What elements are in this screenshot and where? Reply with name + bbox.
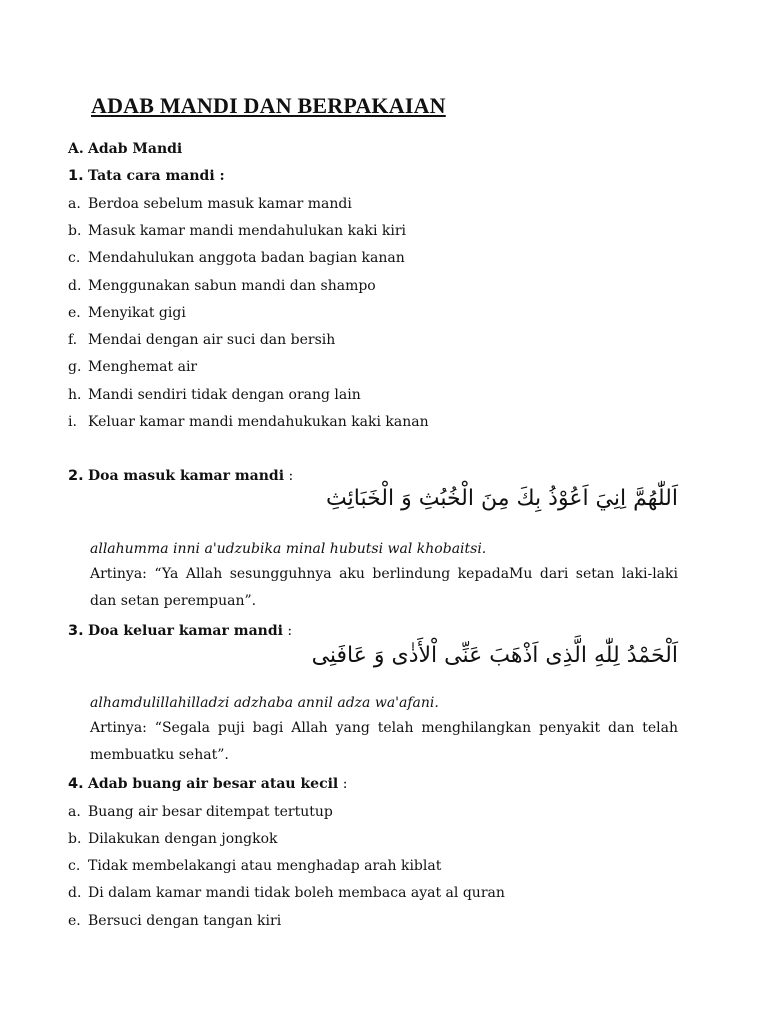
list-text: Tidak membelakangi atau menghadap arah kiblat xyxy=(88,858,442,874)
list-marker: a. xyxy=(68,196,81,212)
list-marker: a. xyxy=(68,804,81,820)
subsection-suffix: : xyxy=(338,776,348,792)
list-text: Keluar kamar mandi mendahukukan kaki kanan xyxy=(88,414,429,430)
list-item xyxy=(68,912,281,930)
subsection-marker: 3. xyxy=(68,623,84,639)
prayer-transliteration: alhamdulillahilladzi adzhaba annil adza wa'afani. xyxy=(90,695,439,711)
list-marker: e. xyxy=(68,305,81,321)
list-text: Mendahulukan anggota badan bagian kanan xyxy=(88,250,405,266)
list-item xyxy=(68,358,197,376)
list-marker: d. xyxy=(68,278,82,294)
subsection-1-heading xyxy=(68,167,225,185)
section-marker: A. xyxy=(68,141,84,157)
subsection-label: Doa masuk kamar mandi xyxy=(88,468,285,484)
subsection-label: Tata cara mandi : xyxy=(88,168,225,184)
subsection-marker: 2. xyxy=(68,468,84,484)
list-item xyxy=(68,195,352,213)
list-marker: g. xyxy=(68,359,82,375)
list-item xyxy=(68,830,278,848)
section-a-heading xyxy=(68,140,182,158)
list-text: Mandi sendiri tidak dengan orang lain xyxy=(88,387,361,403)
list-marker: f. xyxy=(68,332,78,348)
subsection-suffix: : xyxy=(282,623,293,639)
page-title: ADAB MANDI DAN BERPAKAIAN xyxy=(91,93,446,118)
list-item xyxy=(68,304,186,322)
list-item xyxy=(68,803,333,821)
arabic-prayer: اَللّٰهُمَّ اِنِيَ اَعُوْذُ بِكَ مِنَ الْخُبُثِ وَ الْخَبَائِثِ xyxy=(326,486,678,511)
list-item xyxy=(68,857,441,875)
list-marker: i. xyxy=(68,414,77,430)
list-marker: b. xyxy=(68,223,82,239)
subsection-marker: 1. xyxy=(68,168,84,184)
list-text: Mendai dengan air suci dan bersih xyxy=(88,332,336,348)
list-item xyxy=(68,331,335,349)
arabic-prayer: اَلْحَمْدُ لِلّٰهِ الَّذِى اَذْهَبَ عَنِّى اْلأَذٰى وَ عَافَنِى xyxy=(311,643,678,668)
list-marker: h. xyxy=(68,387,82,403)
subsection-4-heading xyxy=(68,775,347,793)
subsection-2-heading xyxy=(68,467,293,485)
list-marker: c. xyxy=(68,858,81,874)
list-text: Dilakukan dengan jongkok xyxy=(88,831,278,847)
list-item xyxy=(68,884,505,902)
list-text: Di dalam kamar mandi tidak boleh membaca ayat al quran xyxy=(88,885,505,901)
list-text: Berdoa sebelum masuk kamar mandi xyxy=(88,196,352,212)
list-marker: d. xyxy=(68,885,82,901)
list-item xyxy=(68,222,406,240)
subsection-3-heading xyxy=(68,622,292,640)
list-marker: b. xyxy=(68,831,82,847)
subsection-suffix: : xyxy=(284,468,294,484)
prayer-meaning: Artinya: “Ya Allah sesungguhnya aku berlindung kepadaMu dari setan laki-laki dan setan perempuan”. xyxy=(90,566,678,609)
prayer-transliteration: allahumma inni a'udzubika minal hubutsi wal khobaitsi. xyxy=(90,541,487,557)
list-marker: e. xyxy=(68,913,81,929)
list-text: Masuk kamar mandi mendahulukan kaki kiri xyxy=(88,223,407,239)
subsection-label: Doa keluar kamar mandi xyxy=(88,623,283,639)
list-text: Menghemat air xyxy=(88,359,198,375)
prayer-meaning: Artinya: “Segala puji bagi Allah yang telah menghilangkan penyakit dan telah membuatku sehat”. xyxy=(90,720,678,763)
list-item xyxy=(68,249,405,267)
list-item xyxy=(68,413,429,431)
list-item xyxy=(68,277,376,295)
list-text: Buang air besar ditempat tertutup xyxy=(88,804,333,820)
subsection-label: Adab buang air besar atau kecil xyxy=(88,776,339,792)
list-marker: c. xyxy=(68,250,81,266)
list-item xyxy=(68,386,361,404)
list-text: Bersuci dengan tangan kiri xyxy=(88,913,282,929)
section-label: Adab Mandi xyxy=(88,141,183,157)
list-text: Menggunakan sabun mandi dan shampo xyxy=(88,278,376,294)
list-text: Menyikat gigi xyxy=(88,305,186,321)
subsection-marker: 4. xyxy=(68,776,84,792)
